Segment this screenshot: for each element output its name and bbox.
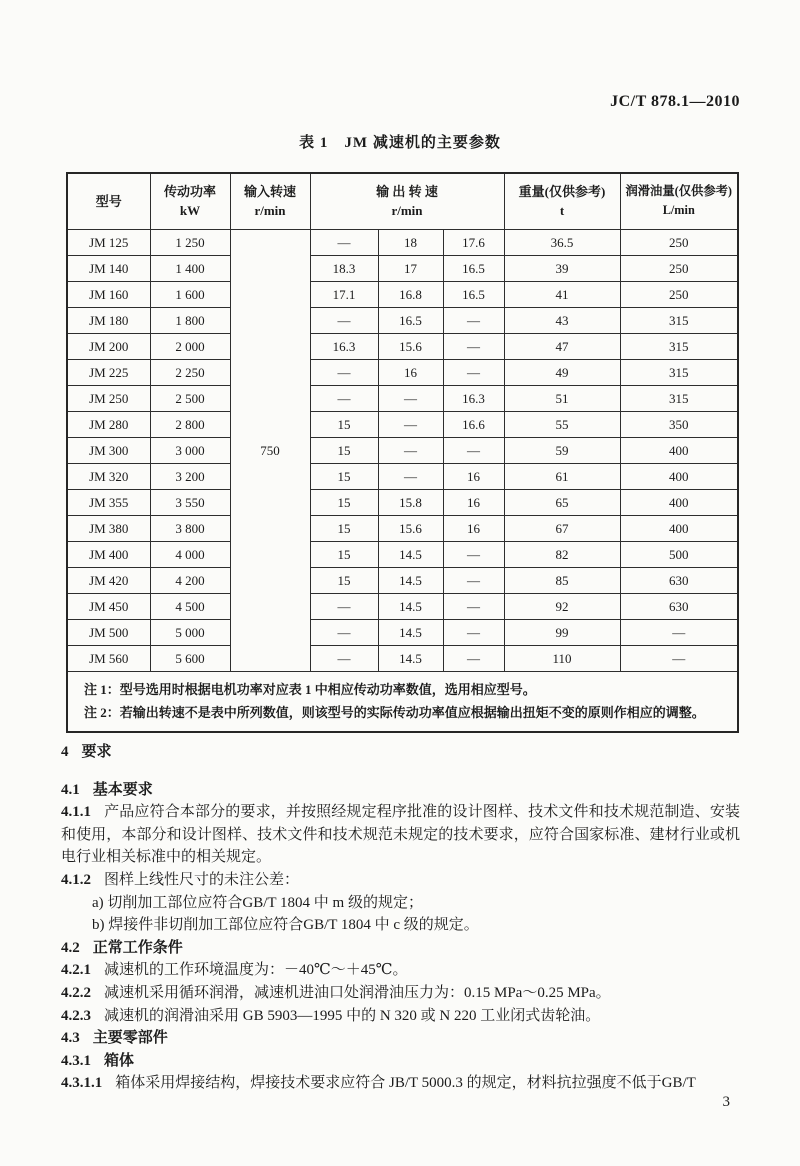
cell-output-speed-2: — [378,411,443,437]
clause-number: 4.3.1.1 [61,1075,103,1092]
cell-output-speed-2: 14.5 [378,541,443,567]
col-header-input-speed: 输入转速 r/min [230,173,310,229]
clause-number: 4 [61,744,69,760]
cell-output-speed-1: — [310,359,378,385]
cell-output-speed-1: 15 [310,411,378,437]
cell-output-speed-3: — [443,593,504,619]
cell-weight: 65 [504,489,620,515]
note-2: 注 2：若输出转速不是表中所列数值，则该型号的实际传动功率值应根据输出扭矩不变的原则作相应的调整。 [84,704,705,720]
cell-oil: — [620,619,738,645]
cell-output-speed-1: — [310,593,378,619]
cell-output-speed-2: — [378,463,443,489]
clause-paragraph [61,982,740,1005]
cell-oil: 315 [620,385,738,411]
table-row [67,567,738,593]
clause-number: 4.2.2 [61,984,91,1001]
cell-power: 5 600 [150,645,230,671]
cell-output-speed-2: 14.5 [378,645,443,671]
table-body [67,229,738,671]
cell-output-speed-2: 15.6 [378,333,443,359]
cell-output-speed-3: — [443,359,504,385]
cell-output-speed-2: 15.6 [378,515,443,541]
table-row [67,593,738,619]
cell-model: JM 180 [67,307,150,333]
cell-model: JM 320 [67,463,150,489]
cell-weight: 55 [504,411,620,437]
clause-number: 4.2.1 [61,962,91,979]
cell-output-speed-3: — [443,645,504,671]
cell-model: JM 225 [67,359,150,385]
cell-model: JM 160 [67,281,150,307]
cell-weight: 67 [504,515,620,541]
cell-oil: 315 [620,307,738,333]
cell-power: 3 550 [150,489,230,515]
table-row [67,515,738,541]
cell-power: 3 800 [150,515,230,541]
cell-output-speed-3: 17.6 [443,229,504,255]
note-1: 注 1：型号选用时根据电机功率对应表 1 中相应传动功率数值，选用相应型号。 [84,681,536,697]
cell-oil: — [620,645,738,671]
cell-model: JM 300 [67,437,150,463]
cell-weight: 36.5 [504,229,620,255]
cell-output-speed-1: 18.3 [310,255,378,281]
cell-oil: 400 [620,515,738,541]
clause-heading [61,937,740,960]
cell-weight: 49 [504,359,620,385]
cell-output-speed-3: 16 [443,463,504,489]
clause-text: 正常工作条件 [92,939,183,956]
cell-model: JM 450 [67,593,150,619]
cell-power: 2 000 [150,333,230,359]
cell-power: 4 500 [150,593,230,619]
cell-power: 1 400 [150,255,230,281]
cell-output-speed-1: — [310,385,378,411]
clause-paragraph [61,1072,740,1095]
table-row [67,333,738,359]
cell-weight: 99 [504,619,620,645]
cell-output-speed-2: 14.5 [378,567,443,593]
col-header-weight: 重量(仅供参考) t [504,173,620,229]
cell-model: JM 125 [67,229,150,255]
cell-weight: 47 [504,333,620,359]
cell-model: JM 355 [67,489,150,515]
cell-output-speed-1: 15 [310,437,378,463]
cell-model: JM 200 [67,333,150,359]
cell-weight: 110 [504,645,620,671]
clause-text: 主要零部件 [92,1030,168,1047]
standard-reference: JC/T 878.1—2010 [610,93,740,110]
cell-output-speed-2: 15.8 [378,489,443,515]
cell-output-speed-1: — [310,619,378,645]
cell-power: 4 200 [150,567,230,593]
table-row [67,463,738,489]
cell-output-speed-1: 15 [310,463,378,489]
cell-weight: 51 [504,385,620,411]
clause-paragraph [61,914,740,937]
cell-output-speed-2: 14.5 [378,619,443,645]
cell-power: 1 250 [150,229,230,255]
cell-power: 3 200 [150,463,230,489]
cell-oil: 315 [620,359,738,385]
table-row [67,437,738,463]
cell-output-speed-1: 15 [310,567,378,593]
table-notes-row [67,671,738,732]
cell-output-speed-1: — [310,645,378,671]
clause-text: 减速机的润滑油采用 GB 5903—1995 中的 N 320 或 N 220 工业闭式齿轮油。 [104,1007,601,1024]
cell-weight: 39 [504,255,620,281]
cell-oil: 250 [620,281,738,307]
cell-weight: 43 [504,307,620,333]
cell-weight: 41 [504,281,620,307]
cell-output-speed-2: 16.8 [378,281,443,307]
cell-model: JM 420 [67,567,150,593]
cell-output-speed-3: 16.5 [443,281,504,307]
cell-output-speed-1: 17.1 [310,281,378,307]
table-row [67,411,738,437]
cell-power: 2 500 [150,385,230,411]
clause-text: 要求 [81,744,112,760]
cell-output-speed-2: — [378,385,443,411]
table-row [67,229,738,255]
clause-paragraph [61,892,740,915]
clause-number: 4.1.1 [61,804,91,821]
cell-output-speed-1: — [310,307,378,333]
clause-number: 4.3.1 [61,1052,91,1069]
clause-text: 基本要求 [92,781,153,798]
clause-heading [61,741,740,764]
cell-output-speed-2: 16.5 [378,307,443,333]
col-header-power: 传动功率 kW [150,173,230,229]
cell-model: JM 560 [67,645,150,671]
cell-output-speed-3: — [443,333,504,359]
clause-text: 减速机采用循环润滑，减速机进油口处润滑油压力为：0.15 MPa～0.25 MPa。 [104,984,611,1001]
cell-output-speed-3: 16.3 [443,385,504,411]
cell-model: JM 400 [67,541,150,567]
page-number: 3 [722,1094,730,1110]
clause-number: 4.1.2 [61,871,91,888]
cell-output-speed-1: 15 [310,489,378,515]
table-row [67,307,738,333]
clause-text: 箱体采用焊接结构，焊接技术要求应符合 JB/T 5000.3 的规定，材料抗拉强度不低于GB/T [115,1075,696,1092]
clause-heading [61,779,740,802]
cell-output-speed-3: 16.6 [443,411,504,437]
table-title: 表 1 JM 减速机的主要参数 [299,135,501,151]
clause-text: 箱体 [104,1052,135,1069]
cell-model: JM 250 [67,385,150,411]
cell-power: 1 800 [150,307,230,333]
cell-output-speed-1: — [310,229,378,255]
cell-oil: 350 [620,411,738,437]
cell-power: 2 800 [150,411,230,437]
cell-power: 5 000 [150,619,230,645]
cell-output-speed-3: 16 [443,489,504,515]
cell-oil: 400 [620,489,738,515]
cell-output-speed-3: — [443,567,504,593]
cell-oil: 630 [620,567,738,593]
cell-oil: 250 [620,229,738,255]
col-header-oil: 润滑油量(仅供参考) L/min [620,173,738,229]
cell-oil: 315 [620,333,738,359]
table-row [67,281,738,307]
table-header-row [67,173,738,229]
cell-output-speed-2: 17 [378,255,443,281]
clause-text: a) 切削加工部位应符合GB/T 1804 中 m 级的规定； [92,894,423,911]
clause-number: 4.2 [61,939,80,956]
clause-number: 4.3 [61,1030,80,1047]
cell-output-speed-1: 15 [310,541,378,567]
cell-model: JM 280 [67,411,150,437]
cell-power: 4 000 [150,541,230,567]
cell-output-speed-1: 16.3 [310,333,378,359]
clause-text: 减速机的工作环境温度为：－40℃～＋45℃。 [104,962,408,979]
table-notes [67,671,738,732]
cell-weight: 61 [504,463,620,489]
cell-output-speed-1: 15 [310,515,378,541]
cell-weight: 85 [504,567,620,593]
cell-power: 1 600 [150,281,230,307]
cell-weight: 92 [504,593,620,619]
clause-number: 4.1 [61,781,80,798]
clause-text: 图样上线性尺寸的未注公差： [104,871,300,888]
clause-number: 4.2.3 [61,1007,91,1024]
table-row [67,541,738,567]
cell-output-speed-3: 16 [443,515,504,541]
cell-output-speed-2: 16 [378,359,443,385]
cell-oil: 400 [620,463,738,489]
clause-paragraph [61,869,740,892]
cell-model: JM 500 [67,619,150,645]
cell-output-speed-2: 18 [378,229,443,255]
cell-model: JM 380 [67,515,150,541]
cell-output-speed-3: — [443,307,504,333]
cell-weight: 59 [504,437,620,463]
cell-model: JM 140 [67,255,150,281]
cell-oil: 500 [620,541,738,567]
cell-weight: 82 [504,541,620,567]
cell-output-speed-2: 14.5 [378,593,443,619]
clause-heading [61,1050,740,1073]
clause-text: b) 焊接件非切削加工部位应符合GB/T 1804 中 c 级的规定。 [92,917,479,934]
cell-output-speed-3: 16.5 [443,255,504,281]
col-header-output-speed: 输 出 转 速 r/min [310,173,504,229]
table-row [67,489,738,515]
table-row [67,385,738,411]
cell-oil: 400 [620,437,738,463]
clause-paragraph [61,801,740,869]
cell-output-speed-3: — [443,541,504,567]
cell-output-speed-2: — [378,437,443,463]
cell-oil: 250 [620,255,738,281]
clause-heading [61,1027,740,1050]
clauses-section [61,741,740,1095]
parameters-table [66,172,739,733]
cell-output-speed-3: — [443,619,504,645]
cell-output-speed-3: — [443,437,504,463]
cell-power: 2 250 [150,359,230,385]
col-header-model: 型号 [67,173,150,229]
clause-paragraph [61,959,740,982]
cell-input-speed-merged: 750 [230,229,310,671]
cell-power: 3 000 [150,437,230,463]
clause-paragraph [61,1005,740,1028]
table-row [67,619,738,645]
table-row [67,645,738,671]
table-row [67,359,738,385]
table-row [67,255,738,281]
clause-text: 产品应符合本部分的要求，并按照经规定程序批准的设计图样、技术文件和技术规范制造、安装和使用，本部分和设计图样、技术文件和技术规范未规定的技术要求，应符合国家标准、建材行业或机电行业相关标准中的相关规定。 [61,804,740,866]
cell-oil: 630 [620,593,738,619]
